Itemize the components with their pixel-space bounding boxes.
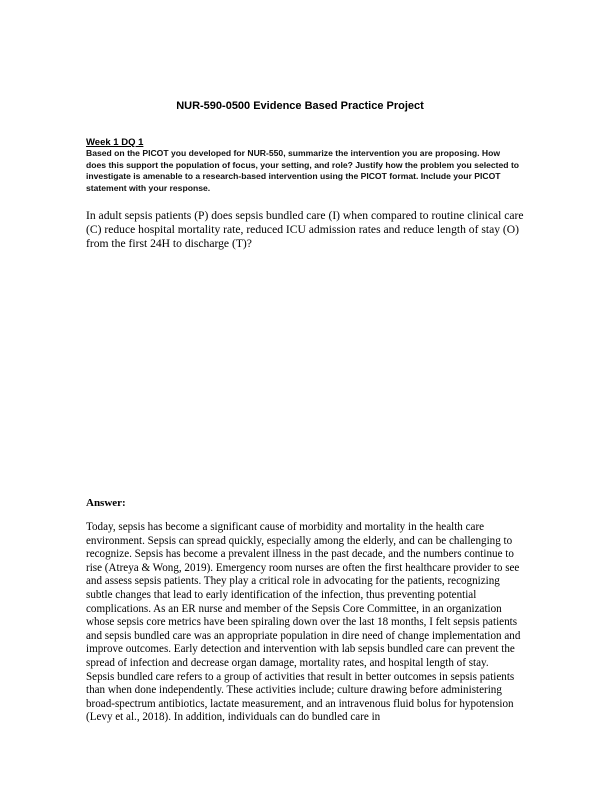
discussion-prompt: Based on the PICOT you developed for NUR-550, summarize the intervention you are proposing. How does this support the population of focus, your setting, and role? Justify how the problem you selected to investigate is amenable to a research-based intervention using the PICOT format. Include your PICOT statement with your response. (86, 148, 520, 193)
section-heading: Week 1 DQ 1 (86, 137, 144, 148)
answer-label: Answer: (86, 497, 126, 509)
document-title: NUR-590-0500 Evidence Based Practice Project (176, 100, 424, 112)
answer-body (86, 521, 524, 725)
answer-paragraph: Sepsis bundled care refers to a group of activities that result in better outcomes in sepsis patients than when done independently. These activities include; culture drawing before administering broad-spectrum antibiotics, lactate measurement, and an intravenous fluid bolus for hypotension (Levy et al., 2018). In addition, individuals can do bundled care in (86, 670, 515, 724)
answer-paragraph: Today, sepsis has become a significant cause of morbidity and mortality in the health care environment. Sepsis can spread quickly, especially among the elderly, and can be challenging to recognize. Sepsis has become a prevalent illness in the past decade, and the numbers continue to rise (Atreya & Wong, 2019). Emergency room nurses are often the first healthcare provider to see and assess sepsis patients. They play a critical role in advocating for the patients, recognizing subtle changes that lead to early identification of the infection, thus preventing potential complications. As an ER nurse and member of the Sepsis Core Committee, in an organization whose sepsis core metrics have been spiraling down over the last 18 months, I felt sepsis patients and sepsis bundled care was an appropriate population in dire need of change implementation and improve outcomes. Early detection and intervention with lab sepsis bundled care can prevent the spread of infection and decrease organ damage, mortality rates, and hospital length of stay. (86, 521, 521, 669)
picot-statement: In adult sepsis patients (P) does sepsis bundled care (I) when compared to routine clinical care (C) reduce hospital mortality rate, reduced ICU admission rates and reduce length of stay (O) from the first 24H to discharge (T)? (86, 209, 524, 250)
